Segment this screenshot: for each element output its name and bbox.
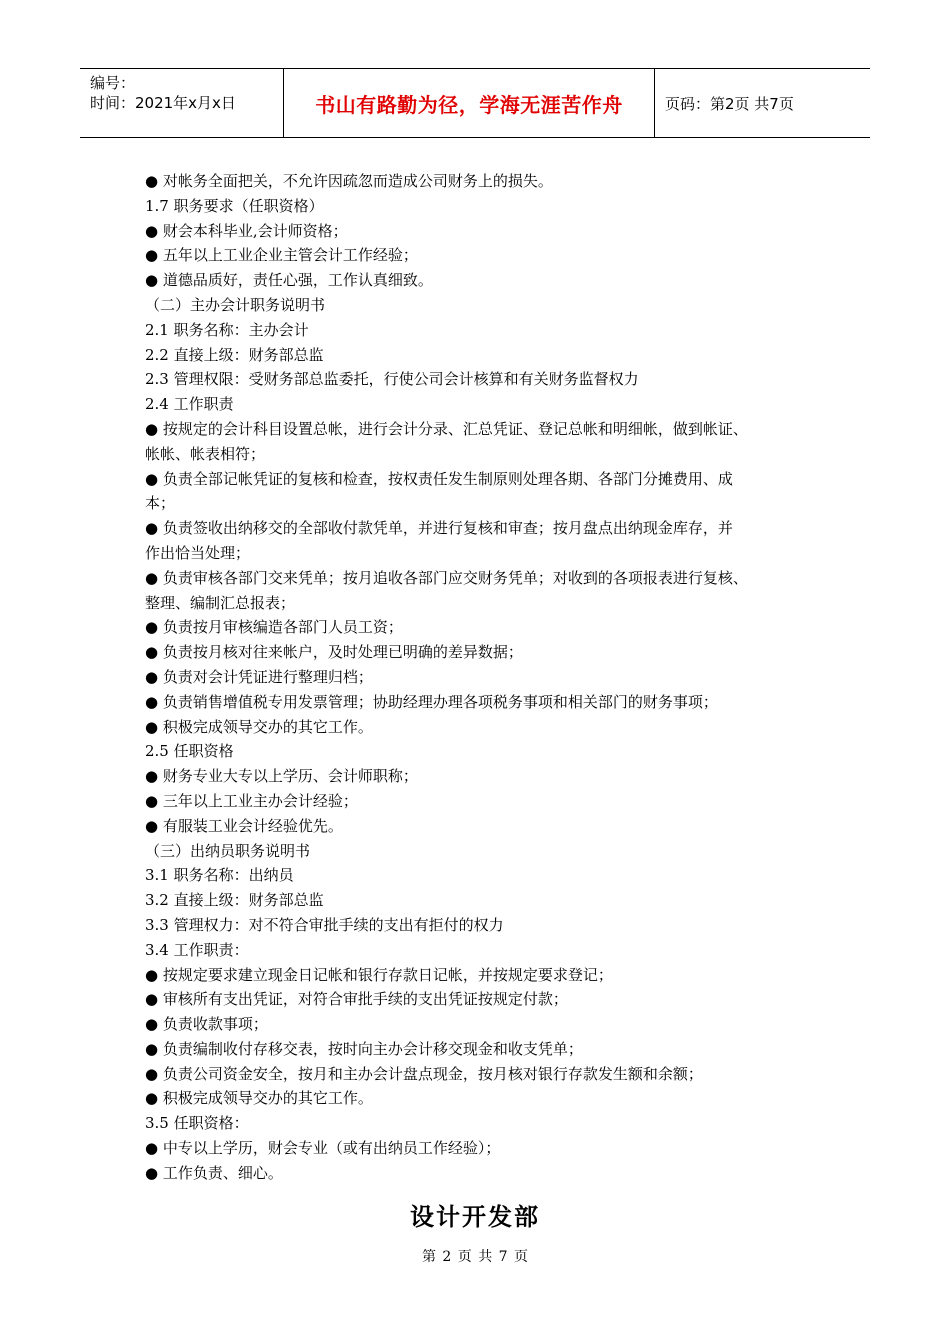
- bullet-line: ● 中专以上学历，财会专业（或有出纳员工作经验）；: [145, 1139, 501, 1158]
- bullet-line: ● 负责公司资金安全，按月和主办会计盘点现金，按月核对银行存款发生额和余额；: [145, 1064, 703, 1083]
- header-page-info: 页码：第2页 共7页: [665, 94, 794, 113]
- bullet-line: ● 按规定的会计科目设置总帐，进行会计分录、汇总凭证、登记总帐和明细帐，做到帐证、: [145, 419, 748, 438]
- text-line: 3.2 直接上级：财务部总监: [145, 891, 324, 910]
- text-line: 本；: [145, 494, 176, 513]
- bullet-line: ● 五年以上工业企业主管会计工作经验；: [145, 246, 418, 265]
- bullet-line: ● 负责按月审核编造各部门人员工资；: [145, 618, 403, 637]
- bullet-line: ● 对帐务全面把关，不允许因疏忽而造成公司财务上的损失。: [145, 172, 553, 190]
- bullet-line: ● 按规定要求建立现金日记帐和银行存款日记帐，并按规定要求登记；: [145, 965, 613, 984]
- page-header: [80, 68, 870, 138]
- bullet-line: ● 道德品质好，责任心强，工作认真细致。: [145, 271, 433, 290]
- document-body: [145, 169, 825, 1186]
- bullet-line: ● 工作负责、细心。: [145, 1163, 283, 1182]
- bullet-line: ● 财务专业大专以上学历、会计师职称；: [145, 767, 418, 786]
- bullet-line: ● 负责签收出纳移交的全部收付款凭单，并进行复核和审查；按月盘点出纳现金库存，并: [145, 519, 733, 538]
- text-line: （三）出纳员职务说明书: [145, 841, 311, 860]
- text-line: 作出恰当处理；: [145, 543, 251, 562]
- bullet-line: ● 负责编制收付存移交表，按时向主办会计移交现金和收支凭单；: [145, 1039, 583, 1058]
- text-line: 2.2 直接上级：财务部总监: [145, 345, 324, 364]
- text-line: 1.7 职务要求（任职资格）: [145, 196, 324, 215]
- bullet-line: ● 财会本科毕业,会计师资格；: [145, 221, 348, 240]
- text-line: 帐帐、帐表相符；: [145, 444, 266, 463]
- header-motto: 书山有路勤为径，学海无涯苦作舟: [283, 69, 655, 137]
- bullet-line: ● 审核所有支出凭证，对符合审批手续的支出凭证按规定付款；: [145, 990, 568, 1009]
- text-line: 3.1 职务名称：出纳员: [145, 866, 294, 885]
- bullet-line: ● 三年以上工业主办会计经验；: [145, 791, 358, 810]
- page-footer: 第 2 页 共 7 页: [421, 1249, 529, 1265]
- text-line: 3.4 工作职责：: [145, 940, 249, 959]
- bullet-line: ● 负责审核各部门交来凭单；按月追收各部门应交财务凭单；对收到的各项报表进行复核、: [145, 568, 748, 587]
- text-line: （二）主办会计职务说明书: [145, 295, 326, 314]
- bullet-line: ● 积极完成领导交办的其它工作。: [145, 717, 373, 736]
- bullet-line: ● 积极完成领导交办的其它工作。: [145, 1089, 373, 1108]
- bullet-line: ● 有服装工业会计经验优先。: [145, 816, 343, 835]
- serial-label: 编号：: [90, 74, 136, 92]
- bullet-line: ● 负责按月核对往来帐户，及时处理已明确的差异数据；: [145, 643, 523, 662]
- text-line: 2.1 职务名称：主办会计: [145, 320, 309, 339]
- text-line: 2.3 管理权限：受财务部总监委托，行使公司会计核算和有关财务监督权力: [145, 370, 639, 389]
- bullet-line: ● 负责对会计凭证进行整理归档；: [145, 667, 373, 686]
- text-line: 3.3 管理权力：对不符合审批手续的支出有拒付的权力: [145, 915, 504, 934]
- header-meta: [80, 69, 283, 137]
- text-line: 3.5 任职资格：: [145, 1114, 249, 1133]
- bullet-line: ● 负责全部记帐凭证的复核和检查，按权责任发生制原则处理各期、各部门分摊费用、成: [145, 469, 733, 488]
- text-line: 整理、编制汇总报表；: [145, 593, 296, 612]
- bullet-line: ● 负责收款事项；: [145, 1015, 268, 1034]
- bullet-line: ● 负责销售增值税专用发票管理；协助经理办理各项税务事项和相关部门的财务事项；: [145, 692, 718, 711]
- date-label: 时间：2021年x月x日: [90, 94, 236, 112]
- section-title: 设计开发部: [410, 1202, 540, 1231]
- text-line: 2.4 工作职责: [145, 395, 234, 414]
- text-line: 2.5 任职资格: [145, 742, 234, 761]
